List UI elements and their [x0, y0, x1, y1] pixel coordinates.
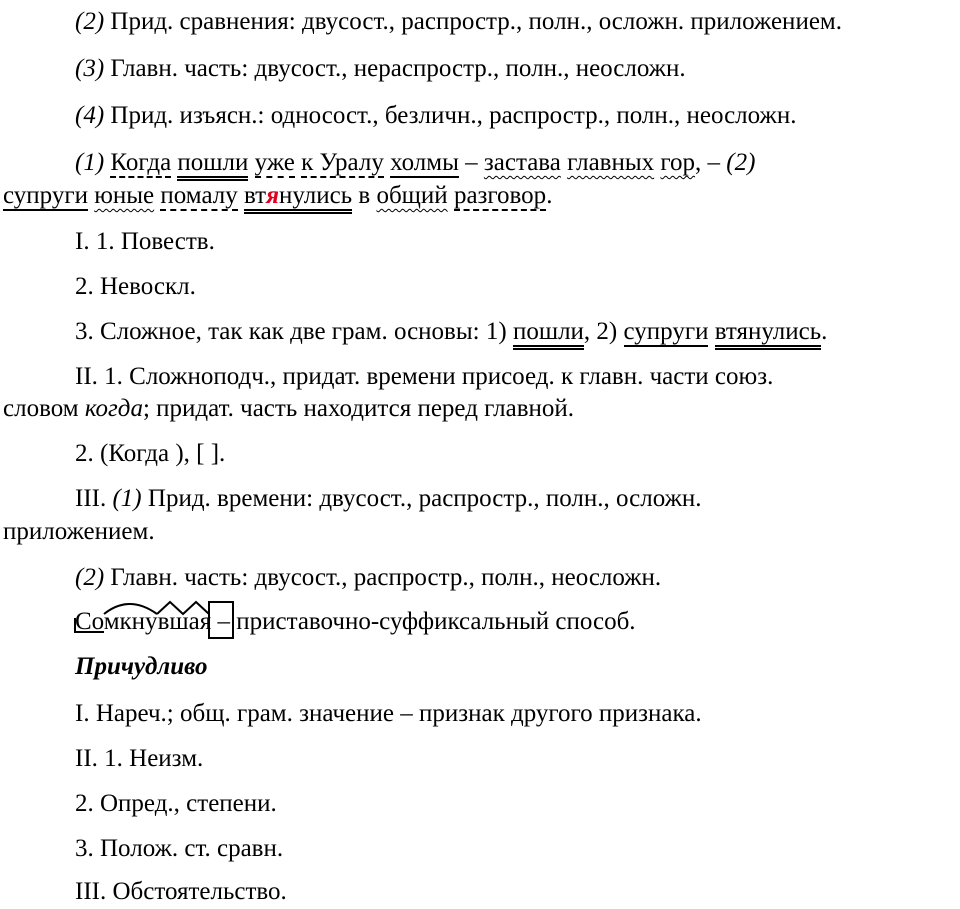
clause-text: Прид. изъясн.: односост., безличн., распростр., полн., неосложн.: [104, 102, 797, 129]
word-vtyanulis: втянулись: [715, 318, 821, 350]
morph-ii-2: 2. Опред., степени.: [75, 790, 277, 817]
word-kogda: когда: [84, 395, 143, 422]
word-poshli: пошли: [177, 149, 248, 181]
word-zastava: застава: [483, 149, 561, 176]
parsed-sentence-line-1: [75, 147, 755, 180]
analysis-ii-1-line-2: словом когда; придат. часть находится перед главной.: [3, 395, 575, 422]
clause-2-description: [75, 6, 842, 39]
word-obshchiy: общий: [376, 182, 448, 209]
word-k-uralu: к Уралу: [301, 149, 384, 176]
morph-ii-3: 3. Полож. ст. сравн.: [75, 835, 284, 862]
morpheme-analysis: [75, 606, 636, 639]
word-glavnykh: главных: [567, 149, 655, 176]
word-uzhe: уже: [254, 149, 295, 176]
word-kogda: Когда: [110, 149, 172, 176]
analysis-iii-2: (2) Главн. часть: двусост., распростр., полн., неосложн.: [75, 564, 662, 591]
word-pomalu: помалу: [160, 182, 238, 209]
morph-i: I. Нареч.; общ. грам. значение – признак другого признака.: [75, 700, 702, 727]
clause-number: (1): [112, 485, 142, 512]
morpheme-marks-icon: [73, 594, 243, 646]
clause-3-description: [75, 53, 686, 86]
clause-number: (1): [75, 149, 105, 176]
morpheme-word: Сомкнувшая: [75, 606, 211, 639]
clause-text: Главн. часть: двусост., нераспростр., полн., неосложн.: [104, 55, 686, 82]
stress-letter: я: [266, 182, 279, 209]
word-heading: Причудливо: [75, 653, 208, 680]
word-gor: гор: [660, 149, 696, 176]
word-suprugi: супруги: [3, 182, 88, 209]
analysis-iii-1-line-2: приложением.: [3, 518, 155, 545]
word-razgovor: разговор: [453, 182, 547, 209]
analysis-ii-2-scheme: 2. (Когда ), [ ].: [75, 440, 226, 467]
word-poshli: пошли: [513, 318, 584, 350]
clause-4-description: [75, 100, 796, 133]
clause-number: (4): [75, 102, 105, 129]
word-kholmy: холмы: [390, 149, 459, 176]
clause-number: (2): [75, 564, 105, 591]
morph-ii-1: II. 1. Неизм.: [75, 745, 204, 772]
clause-number: (2): [75, 8, 105, 35]
word-vtyanulis: втянулись: [244, 182, 352, 214]
analysis-i-3: 3. Сложное, так как две грам. основы: 1) пошли, 2) супруги втянулись.: [75, 316, 827, 349]
dash: –: [458, 149, 484, 176]
word-yunye: юные: [94, 182, 155, 209]
analysis-iii-1-line-1: III. (1) Прид. времени: двусост., распростр., полн., осложн.: [75, 485, 702, 512]
analysis-i-1: I. 1. Повеств.: [75, 228, 215, 255]
formation-method: – приставочно-суффиксальный способ.: [211, 608, 636, 635]
punct: , –: [695, 149, 727, 176]
clause-number: (3): [75, 55, 105, 82]
word-suprugi: супруги: [623, 318, 709, 345]
morph-iii: III. Обстоятельство.: [75, 878, 287, 905]
analysis-i-2: 2. Невоскл.: [75, 273, 196, 300]
parsed-sentence-line-2: супруги юные помалу втянулись в общий разговор.: [3, 180, 552, 213]
analysis-ii-1-line-1: II. 1. Сложноподч., придат. времени присоед. к главн. части союз.: [75, 363, 774, 390]
clause-number: (2): [726, 149, 756, 176]
clause-text: Прид. сравнения: двусост., распростр., полн., осложн. приложением.: [104, 8, 842, 35]
